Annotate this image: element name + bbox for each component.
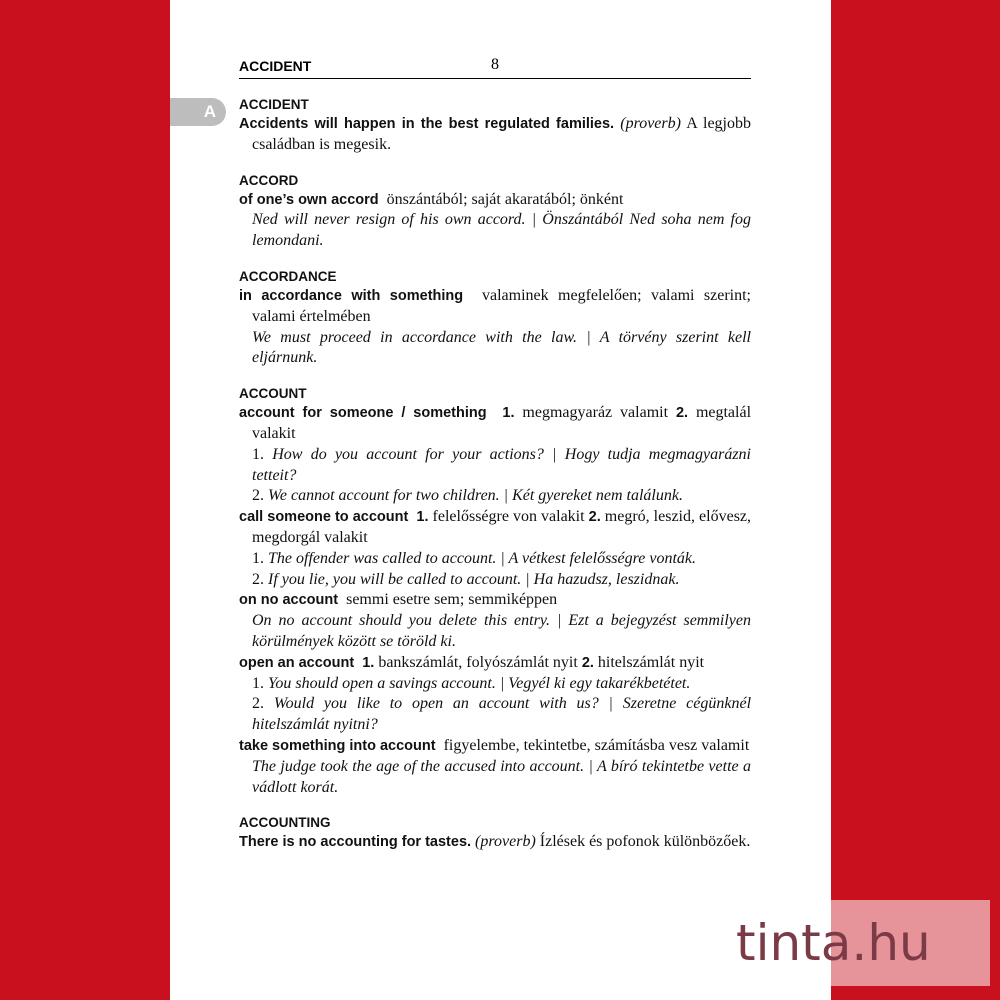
idiom: account for someone / something [239,405,487,422]
idiom-entry [239,590,751,611]
idiom-entry [239,736,751,757]
headword: ACCIDENT [239,97,309,112]
idiom-entry: open an account 1. bankszámlát, folyószámlát nyit 2. hitelszámlát nyit [239,653,705,671]
idiom-entry: call someone to account 1. felelősségre von valakit 2. megró, leszid, elővesz, megdorgál valakit [239,508,752,546]
dictionary-content [239,96,751,853]
example: 1. The offender was called to account. | A vétkest felelősségre vonták. [252,549,696,567]
running-header [239,56,751,79]
idiom: on no account [239,592,339,609]
idiom-entry [239,114,751,156]
idiom-entry: account for someone / something 1. megmagyaráz valamit 2. megtalál valakit [239,404,752,442]
example: 1. You should open a savings account. | Vegyél ki egy takarékbetétet. [252,674,691,692]
thumb-index-tab [170,98,226,126]
example: Ned will never resign of his own accord. | Önszántából Ned soha nem fog lemondani. [252,211,751,250]
headword: ACCORDANCE [239,268,337,284]
meaning: valaminek megfelelően; valami szerint; valami értelmében [252,286,752,325]
example: 1. How do you account for your actions? | Hogy tudja megmagyarázni tetteit? [252,445,752,484]
headword: ACCOUNT [239,386,307,402]
example: We must proceed in accordance with the law. | A törvény szerint kell eljárnunk. [252,328,751,367]
idiom: Accidents will happen in the best regulated families. [239,116,615,132]
running-header-word: ACCIDENT [239,58,312,74]
idiom: of one’s own accord [239,191,379,208]
headword: ACCOUNTING [239,815,331,831]
example: On no account should you delete this entry. | Ezt a bejegyzést semmilyen körülmények között se töröld ki. [252,612,751,650]
idiom: There is no accounting for tastes. [239,834,472,851]
idiom-entry [239,190,751,211]
thumb-index-letter: A [203,102,216,121]
example: 2. We cannot account for two children. | Két gyereket nem találunk. [252,487,683,505]
idiom: in accordance with something [239,287,464,304]
example: The judge took the age of the accused into account. | A bíró tekintetbe vette a vádlott korát. [252,757,751,796]
watermark: tinta.hu [736,914,931,972]
meaning: önszántából; saját akaratából; önként [386,190,624,208]
example: 2. Would you like to open an account with us? | Szeretne cégünknél hitelszámlát nyitni? [252,695,752,734]
meaning: Ízlések és pofonok különbözőek. [539,833,751,851]
headword: ACCORD [239,172,299,188]
page-number: 8 [491,56,499,73]
usage-note: (proverb) [620,115,681,132]
example: 2. If you lie, you will be called to account. | Ha hazudsz, leszidnak. [252,570,680,588]
meaning: figyelembe, tekintetbe, számításba vesz valamit [443,736,750,754]
meaning: semmi esetre sem; semmiképpen [346,591,558,609]
idiom: take something into account [239,737,436,754]
idiom: open an account [239,654,355,671]
usage-note: (proverb) [475,833,536,851]
idiom: call someone to account [239,509,409,526]
idiom-entry [239,286,751,328]
meaning: A legjobb családban is megesik. [252,115,751,153]
idiom-entry [239,832,751,853]
